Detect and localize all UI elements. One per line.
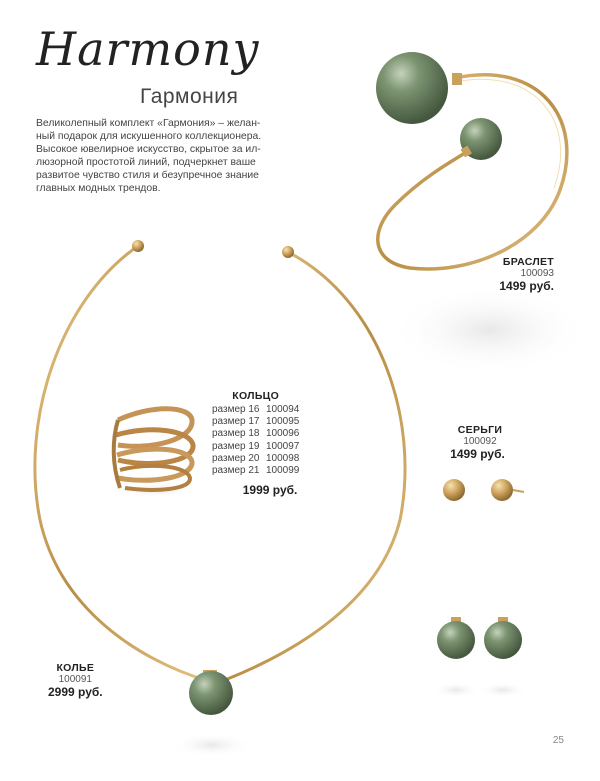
- intro-line: Великолепный комплект «Гармония» – желан-: [36, 118, 261, 129]
- intro-line: Высокое ювелирное искусство, скрытое за ил-: [36, 144, 261, 155]
- intro-text: [36, 117, 306, 195]
- ring-size-row: размер 18 100096: [212, 428, 300, 440]
- necklace-label: КОЛЬЕ: [56, 662, 95, 674]
- ring-size-row: размер 17 100095: [212, 416, 300, 428]
- earrings-code: 100092: [463, 436, 497, 447]
- bracelet-code: 100093: [520, 268, 554, 279]
- page-number: 25: [552, 735, 564, 746]
- ring-size-row: размер 20 100098: [212, 452, 300, 464]
- intro-line: развитое чувство стиля и безупречное знание: [36, 170, 259, 181]
- ring-size-row: размер 21 100099: [212, 465, 300, 477]
- earrings-image: [432, 479, 527, 698]
- bracelet-price: 1499 руб.: [499, 279, 554, 293]
- intro-line: ный подарок для искушенного коллекционера.: [36, 131, 262, 142]
- earrings-price: 1499 руб.: [450, 447, 505, 461]
- ring-image: [110, 409, 200, 498]
- ring-label: КОЛЬЦО: [232, 390, 280, 402]
- intro-line: люзорной простотой линий, подчеркнет ваше: [36, 157, 256, 168]
- earrings-caption: [450, 424, 510, 461]
- necklace-price: 2999 руб.: [48, 685, 103, 699]
- ring-size-row: размер 19 100097: [212, 440, 300, 452]
- necklace-code: 100091: [58, 674, 92, 685]
- ring-size-row: размер 16 100094: [212, 404, 300, 415]
- title-script: Harmony: [36, 22, 260, 76]
- title-ru: Гармония: [140, 85, 239, 108]
- bracelet-image: [376, 52, 590, 375]
- ring-price: 1999 руб.: [242, 483, 298, 498]
- bracelet-caption: [499, 256, 554, 293]
- necklace-caption: [48, 662, 103, 699]
- intro-line: главных модных трендов.: [36, 183, 161, 194]
- earrings-label: СЕРЬГИ: [457, 424, 503, 436]
- bracelet-label: БРАСЛЕТ: [502, 256, 554, 268]
- ring-caption: [212, 390, 299, 497]
